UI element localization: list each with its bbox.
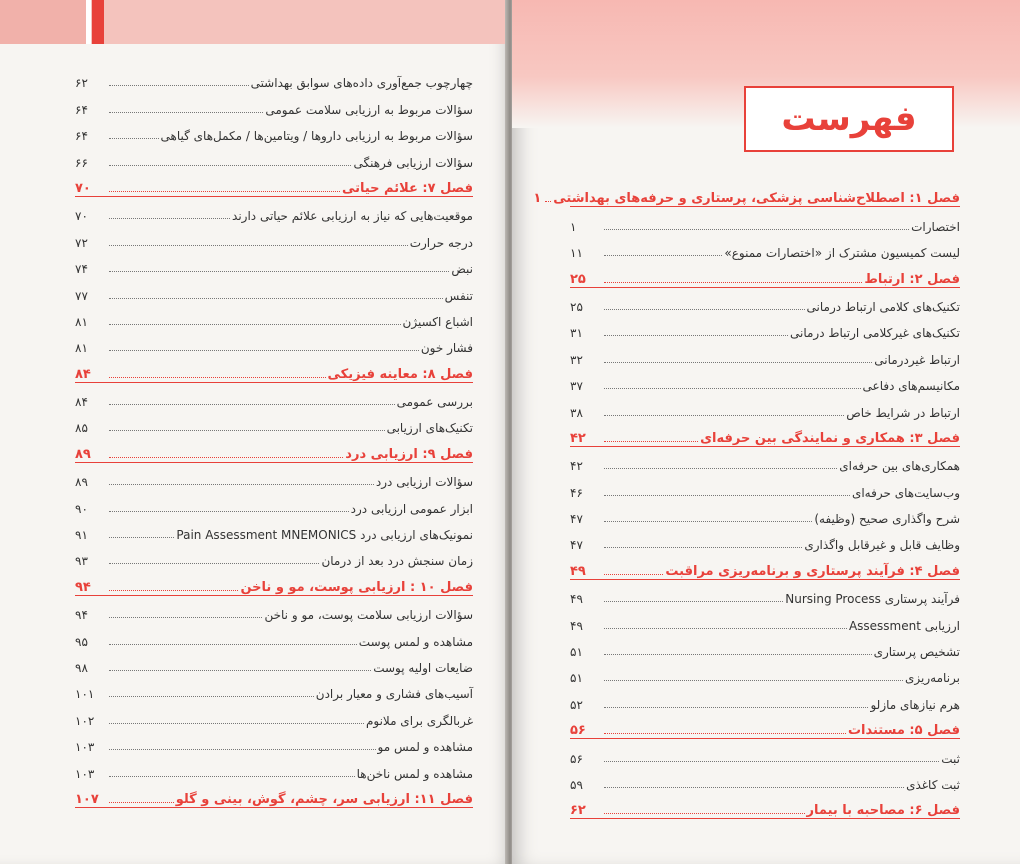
toc-entry-row [75,383,473,409]
entry-title: ثبت [941,751,960,766]
entry-title: هرم نیازهای مازلو [870,697,960,712]
page-number: ۶۴ [75,129,88,144]
dot-leader [604,388,861,389]
entry-title: ابزار عمومی ارزیابی درد [350,501,473,516]
page-number: ۴۷ [570,538,583,553]
page-number: ۳۲ [570,352,583,367]
page-number: ۱ [570,219,577,234]
left-header-block [0,0,86,44]
page-number: ۱۰۳ [75,766,95,781]
toc-entry-row [75,117,473,143]
entry-title: موقعیت‌هایی که نیاز به ارزیابی علائم حیاتی دارند [232,209,473,224]
entry-title: سؤالات ارزیابی درد [375,475,473,490]
entry-title: شرح واگذاری صحیح (وظیفه) [814,512,960,527]
entry-title: وب‌سایت‌های حرفه‌ای [851,485,960,500]
entry-title: سؤالات ارزیابی فرهنگی [353,155,473,170]
page-number: ۸۹ [75,475,88,490]
toc-entry-row [570,207,960,233]
entry-title: ارتباط در شرایط خاص [846,405,960,420]
dot-leader [604,335,788,336]
dot-leader [109,112,263,113]
page-number: ۸۵ [75,421,88,436]
toc-entry-row [75,701,473,727]
page-number: ۴۲ [570,459,583,474]
chapter-title: فصل ۱۰ : ارزیابی پوست، مو و ناخن [240,579,473,595]
page-title: فهرست [781,99,917,139]
page-number: ۸۴ [75,395,88,410]
dot-leader [604,733,846,734]
entry-title: مکانیسم‌های دفاعی [862,379,960,394]
toc-entry-row [75,143,473,169]
dot-leader [604,255,722,256]
toc-chapter-row [75,781,473,808]
toc-chapter-row [570,712,960,739]
left-header-accent [92,0,104,44]
dot-leader [604,654,872,655]
entry-title: فرآیند پرستاری Nursing Process [785,592,960,607]
toc-chapter-row [570,420,960,447]
page-number: ۱۰۱ [75,687,95,702]
right-toc-list [533,180,960,819]
dot-leader [109,165,351,166]
page-number: ۳۷ [570,379,583,394]
dot-leader [604,468,837,469]
toc-chapter-row [75,435,473,462]
toc-entry-row [75,303,473,329]
dot-leader [604,628,847,629]
page-number: ۷۴ [75,262,88,277]
dot-leader [109,696,314,697]
toc-entry-row [75,90,473,116]
entry-title: تنفس [444,288,473,303]
dot-leader [109,85,249,86]
toc-chapter-row [75,355,473,382]
chapter-title: فصل ۶: مصاحبه با بیمار [806,803,960,819]
dot-leader [604,415,844,416]
dot-leader [604,787,904,788]
dot-leader [109,484,374,485]
dot-leader [545,201,551,202]
entry-title: وظایف قابل و غیرقابل واگذاری [804,538,960,553]
dot-leader [604,601,783,602]
dot-leader [109,537,174,538]
page-number: ۹۸ [75,660,88,675]
toc-entry-row [570,473,960,499]
entry-title: سؤالات مربوط به ارزیابی سلامت عمومی [265,102,473,117]
dot-leader [109,404,395,405]
page-number: ۷۰ [75,180,91,196]
entry-title: زمان سنجش درد بعد از درمان [321,554,473,569]
page-number: ۱۰۲ [75,713,95,728]
dot-leader [604,680,903,681]
dot-leader [109,723,364,724]
entry-title: مشاهده و لمس ناخن‌ها [356,766,473,781]
toc-entry-row [75,64,473,90]
dot-leader [109,802,174,803]
page-number: ۳۸ [570,405,583,420]
toc-entry-row [75,409,473,435]
dot-leader [109,245,408,246]
dot-leader [109,218,230,219]
entry-title: همکاری‌های بین حرفه‌ای [839,459,960,474]
page-number: ۸۹ [75,446,91,462]
toc-chapter-row [570,552,960,579]
page-number: ۷۲ [75,235,88,250]
entry-title: اختصارات [911,219,960,234]
dot-leader [109,749,376,750]
dot-leader [109,271,449,272]
toc-entry-row [570,500,960,526]
toc-chapter-row [570,260,960,287]
dot-leader [604,229,909,230]
toc-entry-row [570,288,960,314]
chapter-title: فصل ۷: علائم حیاتی [341,180,473,196]
left-header-band [0,0,510,44]
page-number: ۹۳ [75,554,88,569]
dot-leader [109,590,238,591]
chapter-title: فصل ۳: همکاری و نمایندگی بین حرفه‌ای [700,430,960,446]
entry-title: مشاهده و لمس مو [377,740,473,755]
dot-leader [109,776,355,777]
page-number: ۹۴ [75,608,88,623]
dot-leader [604,761,939,762]
page-number: ۵۱ [570,645,583,660]
entry-title: ارتباط غیردرمانی [874,352,960,367]
entry-title: ضایعات اولیه پوست [373,660,473,675]
toc-entry-row [75,329,473,355]
page-number: ۷۰ [75,209,88,224]
toc-entry-row [570,234,960,260]
page-number: ۹۴ [75,579,91,595]
toc-chapter-row [75,170,473,197]
entry-title: تشخیص پرستاری [873,645,960,660]
dot-leader [109,298,443,299]
toc-entry-row [75,754,473,780]
toc-entry-row [75,622,473,648]
toc-entry-row [75,675,473,701]
entry-title: درجه حرارت [409,235,473,250]
entry-title: غربالگری برای ملانوم [365,713,473,728]
entry-title: اشباع اکسیژن [402,314,473,329]
chapter-title: فصل ۴: فرآیند پرستاری و برنامه‌ریزی مراقبت [665,563,960,579]
chapter-title: فصل ۱: اصطلاح‌شناسی پزشکی، پرستاری و حرفه‌های بهداشتی [553,191,960,207]
toc-entry-row [75,542,473,568]
chapter-title: فصل ۸: معاینه فیزیکی [327,366,473,382]
entry-title: سؤالات مربوط به ارزیابی داروها / ویتامین‌ها / مکمل‌های گیاهی [160,129,473,144]
page-number: ۲۵ [570,299,583,314]
toc-entry-row [570,766,960,792]
page-number: ۹۵ [75,634,88,649]
page-number: ۸۱ [75,341,88,356]
toc-entry-row [570,314,960,340]
page-number: ۵۹ [570,777,583,792]
entry-title: بررسی عمومی [396,395,473,410]
dot-leader [109,670,371,671]
page-number: ۴۲ [570,430,586,446]
toc-entry-row [570,393,960,419]
page-number: ۸۱ [75,314,88,329]
entry-title: فشار خون [420,341,473,356]
dot-leader [604,521,812,522]
dot-leader [109,430,385,431]
toc-chapter-row [533,180,960,207]
page-number: ۲۵ [570,271,586,287]
page-number: ۱۰۳ [75,740,95,755]
left-header-stripe [86,0,91,44]
page-number: ۱۱ [570,246,583,261]
dot-leader [604,813,805,814]
toc-entry-row [570,606,960,632]
page-number: ۶۲ [75,76,88,91]
toc-entry-row [570,739,960,765]
dot-leader [109,563,319,564]
entry-title: آسیب‌های فشاری و معیار برادن [315,687,473,702]
toc-entry-row [75,649,473,675]
dot-leader [109,350,419,351]
toc-title-box [744,86,954,152]
chapter-title: فصل ۲: ارتباط [864,271,960,287]
dot-leader [109,457,343,458]
page-number: ۱۰۷ [75,791,99,807]
entry-title: ارزیابی Assessment [848,618,960,633]
dot-leader [109,191,340,192]
page-number: ۵۶ [570,723,586,739]
chapter-title: فصل ۹: ارزیابی درد [345,446,473,462]
dot-leader [604,309,805,310]
entry-title: نبض [451,262,473,277]
toc-entry-row [570,685,960,711]
page-number: ۷۷ [75,288,88,303]
toc-entry-row [570,633,960,659]
entry-title: چهارچوب جمع‌آوری داده‌های سوابق بهداشتی [250,76,473,91]
toc-entry-row [75,223,473,249]
dot-leader [604,707,868,708]
page-number: ۱ [533,191,542,207]
chapter-title: فصل ۵: مستندات [847,723,960,739]
toc-entry-row [75,516,473,542]
toc-entry-row [75,250,473,276]
entry-title: نمونیک‌های ارزیابی درد Pain Assessment MNEMONICS [176,528,473,543]
page-number: ۹۰ [75,501,88,516]
toc-entry-row [75,489,473,515]
dot-leader [604,362,872,363]
page-number: ۴۹ [570,563,586,579]
dot-leader [109,617,262,618]
page-number: ۴۷ [570,512,583,527]
toc-chapter-row [570,792,960,819]
dot-leader [109,138,159,139]
toc-entry-row [75,596,473,622]
entry-title: سؤالات ارزیابی سلامت پوست، مو و ناخن [264,608,473,623]
page-number: ۶۴ [75,102,88,117]
page-number: ۳۱ [570,326,583,341]
page-number: ۶۶ [75,155,88,170]
page-number: ۴۶ [570,485,583,500]
dot-leader [109,511,349,512]
toc-entry-row [75,276,473,302]
dot-leader [604,547,802,548]
entry-title: تکنیک‌های کلامی ارتباط درمانی [806,299,960,314]
right-page [512,0,1020,864]
entry-title: تکنیک‌های غیرکلامی ارتباط درمانی [790,326,960,341]
entry-title: تکنیک‌های ارزیابی [386,421,473,436]
toc-entry-row [570,340,960,366]
entry-title: برنامه‌ریزی [905,671,960,686]
toc-entry-row [75,728,473,754]
toc-entry-row [75,197,473,223]
page-number: ۴۹ [570,618,583,633]
dot-leader [604,441,698,442]
toc-chapter-row [75,568,473,595]
dot-leader [604,282,862,283]
toc-entry-row [570,526,960,552]
toc-entry-row [570,447,960,473]
page-number: ۵۲ [570,697,583,712]
entry-title: مشاهده و لمس پوست [358,634,473,649]
entry-title: ثبت کاغذی [906,777,960,792]
dot-leader [109,324,401,325]
page-number: ۵۶ [570,751,583,766]
chapter-title: فصل ۱۱: ارزیابی سر، چشم، گوش، بینی و گلو [175,791,473,807]
page-number: ۸۴ [75,366,91,382]
toc-entry-row [570,659,960,685]
dot-leader [109,644,357,645]
page-number: ۹۱ [75,528,88,543]
page-number: ۵۱ [570,671,583,686]
dot-leader [604,574,663,575]
toc-entry-row [570,580,960,606]
dot-leader [109,377,326,378]
page-number: ۴۹ [570,592,583,607]
left-toc-list [75,64,473,808]
dot-leader [604,495,850,496]
page-number: ۶۲ [570,803,586,819]
toc-entry-row [570,367,960,393]
toc-entry-row [75,463,473,489]
entry-title: لیست کمیسیون مشترک از «اختصارات ممنوع» [724,246,960,261]
